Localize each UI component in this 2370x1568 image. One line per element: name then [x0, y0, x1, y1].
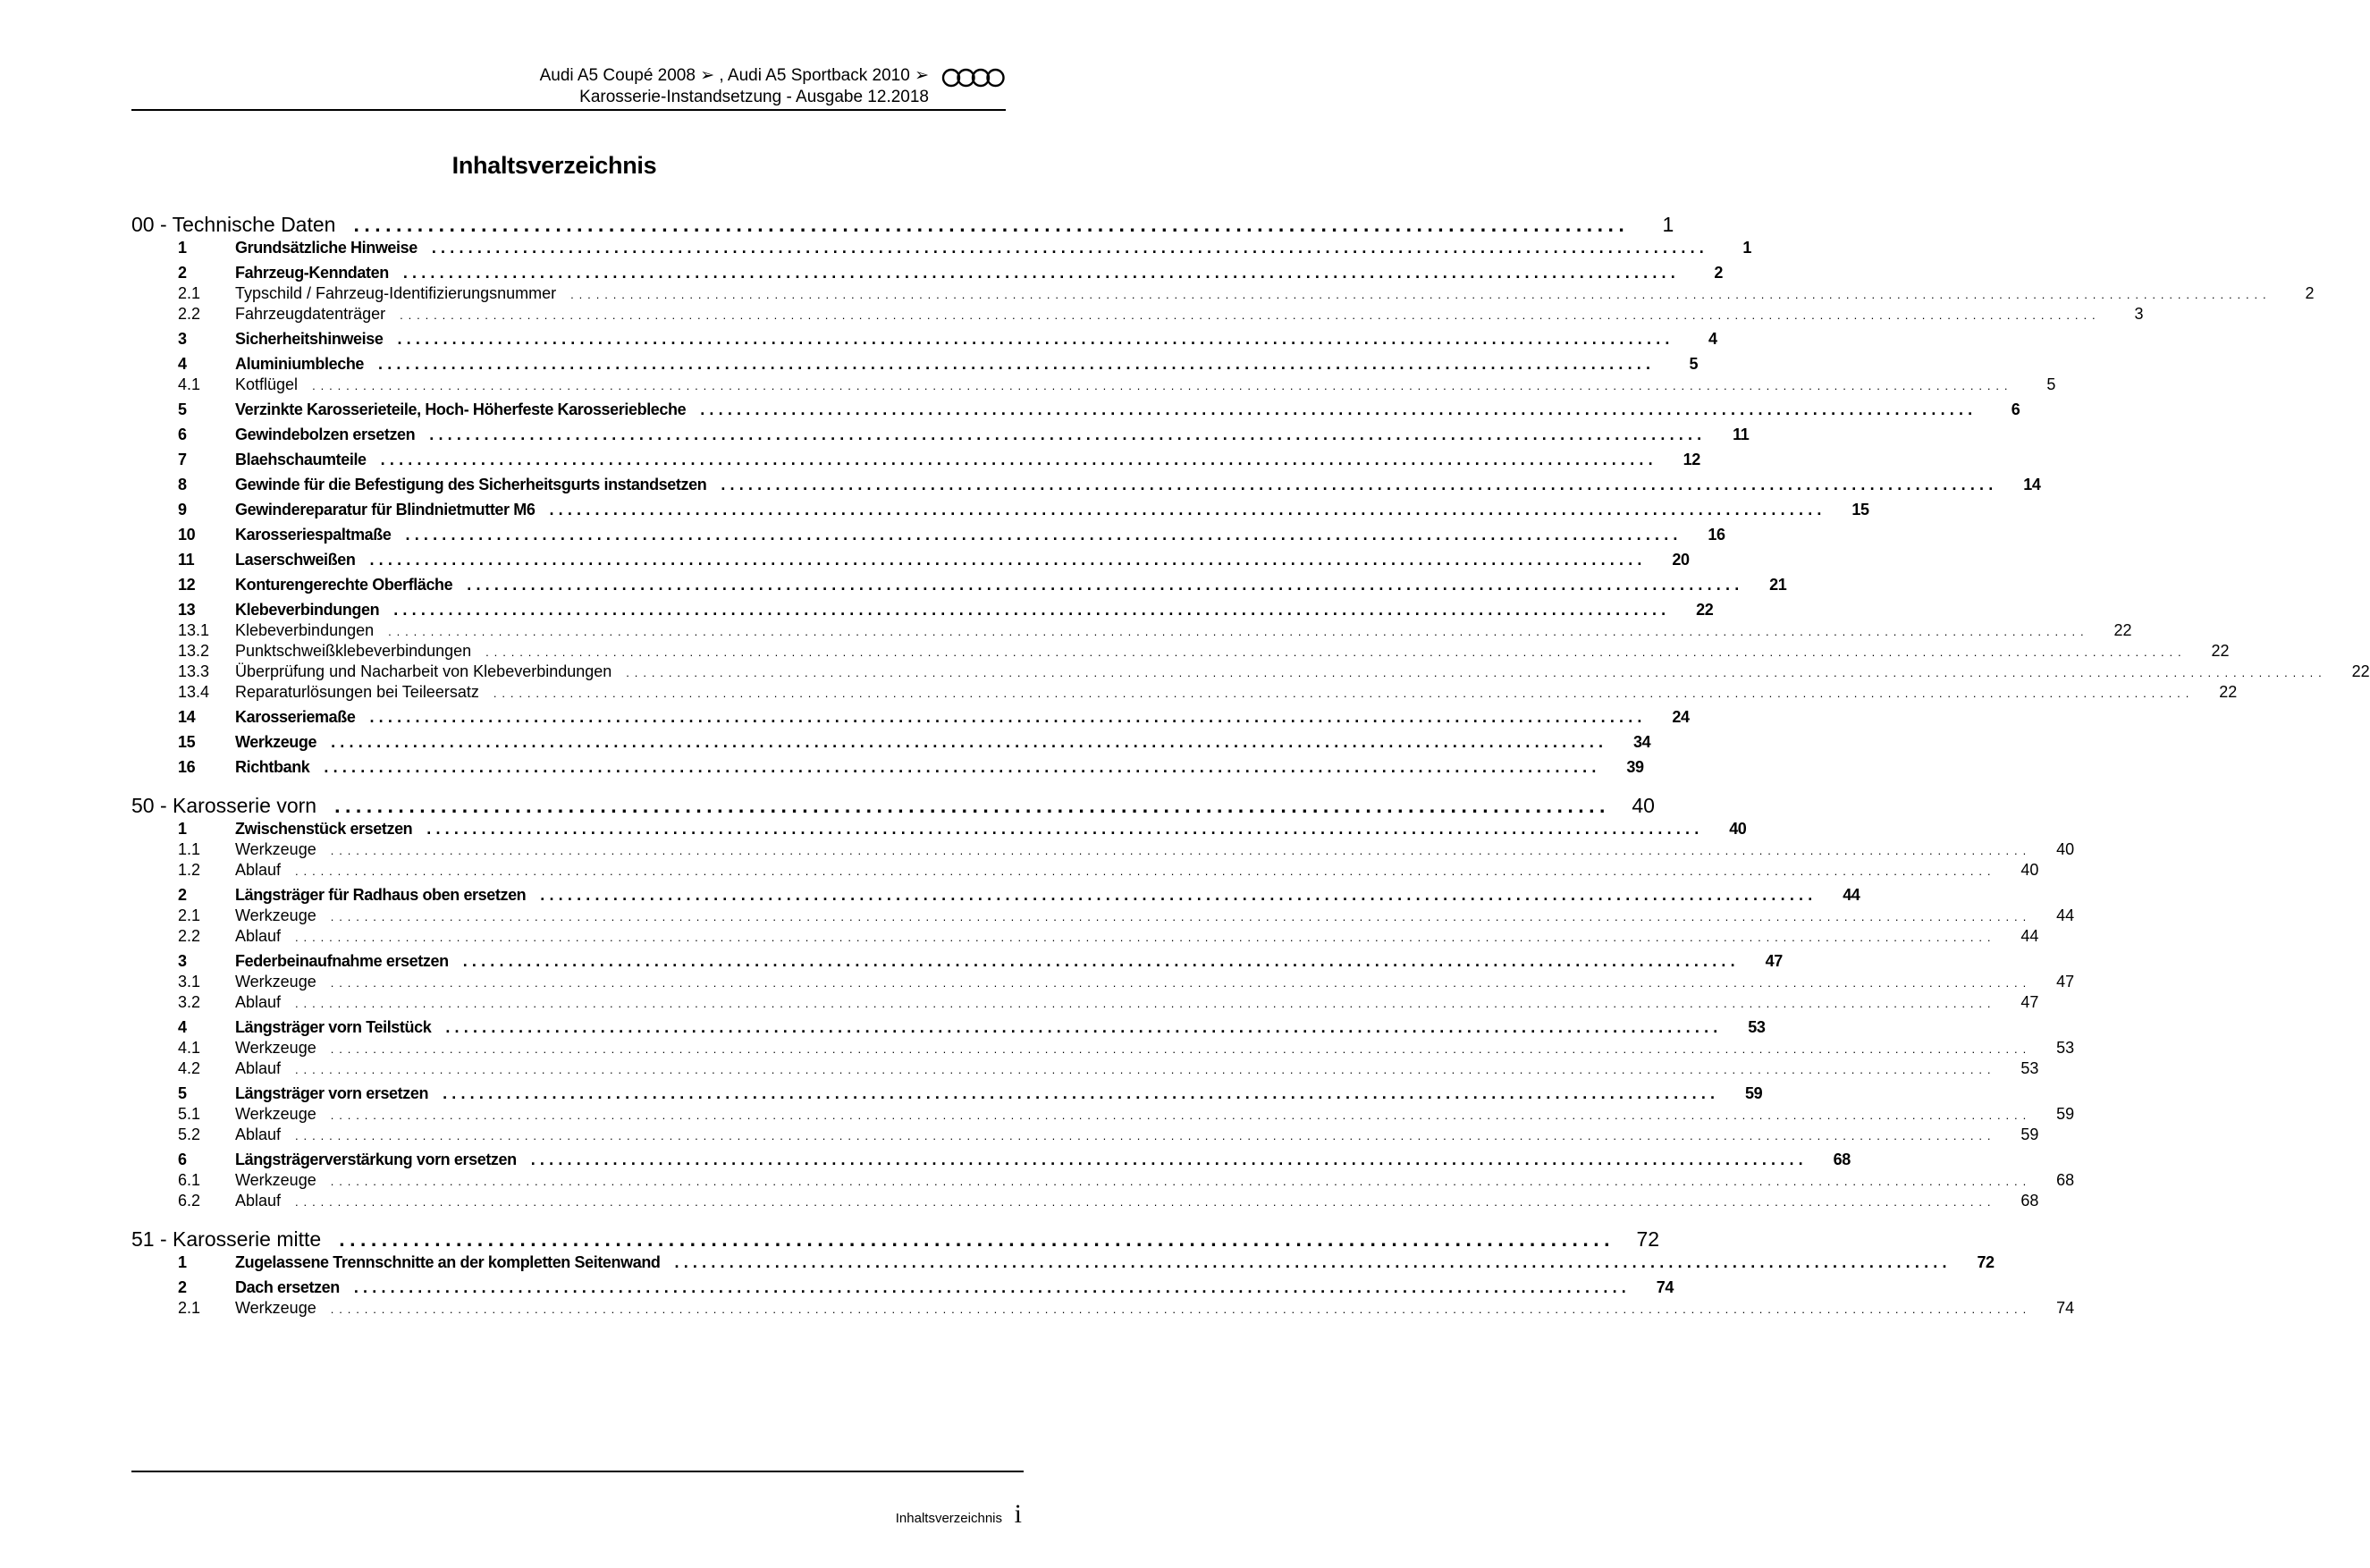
toc-entry-sub[interactable]: [131, 284, 2315, 303]
toc-entry-page: 53: [2020, 1059, 2039, 1077]
toc-entry-section[interactable]: [131, 551, 1690, 569]
toc-entry-number: 6.2: [178, 1192, 201, 1210]
toc-entry-title: Gewindereparatur für Blindnietmutter M6: [235, 501, 536, 518]
toc-entry-number: 5: [178, 1084, 187, 1102]
toc-entry-title: Werkzeuge: [235, 973, 316, 991]
toc-entry-sub[interactable]: [131, 840, 2075, 859]
toc-entry-page: 40: [2056, 840, 2075, 858]
toc-entry-title: Konturengerechte Oberfläche: [235, 576, 453, 594]
toc-entry-sub[interactable]: [131, 642, 2230, 661]
toc-dot-leader: ........................................................................................................................................................................................................: [485, 645, 2187, 659]
toc-entry-section[interactable]: [131, 708, 1690, 727]
toc-entry-title: Gewindebolzen ersetzen: [235, 426, 416, 443]
toc-entry-page: 6: [2011, 400, 2020, 418]
toc-entry-section[interactable]: [131, 1278, 1674, 1297]
toc-entry-title: Werkzeuge: [235, 906, 316, 924]
toc-entry-sub[interactable]: [131, 1299, 2075, 1318]
toc-dot-leader: ........................................................................................................................: [353, 213, 1630, 236]
toc-dot-leader: ............................................................................................................................................: [331, 733, 1608, 751]
toc-entry-section[interactable]: [131, 355, 1699, 374]
toc-dot-leader: ............................................................................................................................................: [443, 1084, 1720, 1102]
toc-dot-leader: ........................................................................................................................: [334, 794, 1610, 817]
toc-dot-leader: ........................................................................................................................................................................................................: [330, 1175, 2032, 1188]
toc-dot-leader: ........................................................................................................................................................................................................: [295, 1195, 1996, 1209]
toc-entry-section[interactable]: [131, 239, 1751, 257]
toc-entry-title: Karosseriemaße: [235, 708, 356, 726]
toc-entry-sub[interactable]: [131, 1192, 2039, 1210]
toc-entry-page: 16: [1708, 526, 1725, 544]
toc-entry-page: 40: [1632, 794, 1655, 817]
toc-entry-page: 34: [1633, 733, 1651, 751]
toc-entry-number: 5.2: [178, 1125, 201, 1143]
toc-dot-leader: ............................................................................................................................................: [426, 820, 1704, 838]
page-header: [131, 63, 1006, 111]
toc-entry-number: 2.2: [178, 305, 201, 323]
toc-entry-title: Fahrzeug-Kenndaten: [235, 264, 389, 282]
toc-entry-sub[interactable]: [131, 1105, 2075, 1124]
toc-entry-title: Karosseriespaltmaße: [235, 526, 392, 544]
footer-page-number: i: [1014, 1499, 1022, 1529]
toc-entry-title: Kotflügel: [235, 375, 299, 393]
toc-dot-leader: ........................................................................................................................................................................................................: [388, 625, 2089, 638]
toc-entry-title: Laserschweißen: [235, 551, 356, 569]
toc-dot-leader: ............................................................................................................................................: [540, 886, 1818, 904]
toc-entry-title: Ablauf: [235, 1192, 282, 1210]
toc-dot-leader: ............................................................................................................................................: [431, 239, 1708, 257]
page-title: Inhaltsverzeichnis: [451, 152, 657, 179]
toc-entry-page: 53: [2056, 1039, 2075, 1057]
toc-entry-number: 1.1: [178, 840, 201, 858]
toc-entry-title: Grundsätzliche Hinweise: [235, 239, 417, 257]
toc-entry-title: Längsträger vorn ersetzen: [235, 1084, 429, 1102]
toc-entry-title: Klebeverbindungen: [235, 621, 375, 639]
toc-dot-leader: ........................................................................................................................................................................................................: [400, 308, 2101, 322]
toc-dot-leader: ............................................................................................................................................: [405, 526, 1683, 544]
toc-dot-leader: ............................................................................................................................................: [393, 601, 1671, 619]
toc-entry-title: Gewinde für die Befestigung des Sicherheitsgurts instandsetzen: [235, 476, 707, 493]
toc-entry-title: Werkzeuge: [235, 1171, 316, 1189]
toc-dot-leader: ........................................................................................................................................................................................................: [330, 910, 2032, 923]
toc-entry-page: 22: [2113, 621, 2132, 639]
toc-entry-sub[interactable]: [131, 375, 2056, 394]
toc-entry-page: 72: [1977, 1253, 1995, 1271]
toc-dot-leader: ........................................................................................................................................................................................................: [295, 931, 1996, 944]
toc-entry-title: 51 - Karosserie mitte: [131, 1227, 322, 1251]
toc-entry-number: 11: [178, 551, 195, 569]
toc-entry-title: Werkzeuge: [235, 840, 316, 858]
toc-dot-leader: ............................................................................................................................................: [378, 355, 1656, 373]
toc-entry-number: 4: [178, 1018, 187, 1036]
toc-entry-page: 2: [2305, 284, 2315, 302]
toc-entry-title: Blaehschaumteile: [235, 451, 367, 468]
toc-entry-number: 1.2: [178, 861, 201, 879]
toc-entry-page: 40: [1729, 820, 1747, 838]
toc-entry-number: 5: [178, 400, 187, 418]
toc-entry-number: 16: [178, 758, 196, 776]
toc-entry-page: 14: [2023, 476, 2041, 493]
toc-entry-title: Sicherheitshinweise: [235, 330, 384, 348]
toc-dot-leader: ............................................................................................................................................: [429, 426, 1707, 443]
toc-entry-number: 3.2: [178, 993, 201, 1011]
header-manual-edition: Karosserie-Instandsetzung - Ausgabe 12.2018: [579, 88, 929, 106]
toc-entry-page: 15: [1851, 501, 1869, 518]
toc-entry-page: 22: [1696, 601, 1714, 619]
toc-dot-leader: ........................................................................................................................................................................................................: [626, 666, 2327, 679]
toc-entry-title: Verzinkte Karosserieteile, Hoch- Höherfeste Karosseriebleche: [235, 400, 687, 418]
toc-entry-page: 22: [2219, 683, 2238, 701]
toc-entry-chapter[interactable]: [131, 213, 1674, 237]
toc-entry-number: 2: [178, 264, 187, 282]
toc-entry-page: 53: [1748, 1018, 1766, 1036]
toc-entry-section[interactable]: [131, 426, 1750, 444]
toc-entry-title: Aluminiumbleche: [235, 355, 365, 373]
toc-entry-page: 59: [1744, 1084, 1763, 1102]
toc-entry-number: 13.2: [178, 642, 210, 660]
toc-entry-page: 1: [1662, 213, 1674, 236]
toc-entry-number: 7: [178, 451, 187, 468]
toc-entry-title: Punktschweißklebeverbindungen: [235, 642, 472, 660]
toc-entry-number: 4.1: [178, 1039, 201, 1057]
toc-entry-sub[interactable]: [131, 683, 2238, 702]
toc-entry-number: 3: [178, 952, 187, 970]
toc-dot-leader: ............................................................................................................................................: [549, 501, 1826, 518]
toc-entry-sub[interactable]: [131, 1039, 2075, 1058]
header-vehicle-models: Audi A5 Coupé 2008 ➢ , Audi A5 Sportback 2010 ➢: [539, 66, 929, 85]
toc-entry-sub[interactable]: [131, 906, 2075, 925]
toc-entry-page: 47: [1765, 952, 1783, 970]
toc-dot-leader: ............................................................................................................................................: [700, 400, 1978, 418]
toc-entry-title: Ablauf: [235, 1125, 282, 1143]
toc-dot-leader: ........................................................................................................................................................................................................: [330, 1302, 2032, 1316]
toc-dot-leader: ............................................................................................................................................: [402, 264, 1680, 282]
toc-entry-section[interactable]: [131, 264, 1723, 282]
toc-entry-title: Richtbank: [235, 758, 310, 776]
toc-entry-sub[interactable]: [131, 621, 2132, 640]
toc-entry-title: Ablauf: [235, 861, 282, 879]
toc-entry-section[interactable]: [131, 526, 1725, 544]
toc-entry-page: 68: [2056, 1171, 2075, 1189]
toc-dot-leader: ........................................................................................................................................................................................................: [295, 864, 1996, 878]
toc-entry-title: Fahrzeugdatenträger: [235, 305, 386, 323]
toc-entry-sub[interactable]: [131, 1125, 2039, 1144]
toc-entry-section[interactable]: [131, 501, 1869, 519]
toc-dot-leader: ............................................................................................................................................: [530, 1151, 1808, 1168]
toc-entry-page: 59: [2056, 1105, 2075, 1123]
toc-dot-leader: ........................................................................................................................................................................................................: [330, 844, 2032, 857]
toc-entry-number: 5.1: [178, 1105, 201, 1123]
toc-entry-page: 44: [1843, 886, 1860, 904]
toc-entry-section[interactable]: [131, 820, 1747, 839]
toc-entry-number: 8: [178, 476, 187, 493]
toc-entry-sub[interactable]: [131, 1171, 2075, 1190]
toc-entry-title: Längsträger für Radhaus oben ersetzen: [235, 886, 527, 904]
toc-entry-section[interactable]: [131, 451, 1700, 469]
toc-entry-section[interactable]: [131, 400, 2020, 419]
toc-dot-leader: ........................................................................................................................................................................................................: [330, 1042, 2032, 1056]
toc-entry-title: Werkzeuge: [235, 733, 317, 751]
toc-entry-page: 2: [1714, 264, 1723, 282]
toc-entry-page: 21: [1769, 576, 1787, 594]
toc-entry-number: 3.1: [178, 973, 201, 991]
toc-entry-page: 11: [1733, 426, 1750, 443]
toc-entry-number: 13.4: [178, 683, 210, 701]
toc-entry-page: 74: [2056, 1299, 2075, 1317]
toc-entry-number: 4.2: [178, 1059, 201, 1077]
toc-entry-section[interactable]: [131, 330, 1717, 349]
toc-entry-page: 47: [2056, 973, 2075, 991]
toc-dot-leader: ........................................................................................................................................................................................................: [330, 1109, 2032, 1122]
toc-entry-number: 6.1: [178, 1171, 201, 1189]
toc-entry-title: Werkzeuge: [235, 1299, 316, 1317]
toc-dot-leader: ............................................................................................................................................: [462, 952, 1740, 970]
toc-entry-number: 9: [178, 501, 187, 518]
audi-rings-icon: [941, 68, 1006, 88]
toc-entry-page: 3: [2134, 305, 2144, 323]
toc-entry-title: Zugelassene Trennschnitte an der kompletten Seitenwand: [235, 1253, 661, 1271]
toc-entry-sub[interactable]: [131, 973, 2075, 991]
toc-dot-leader: ............................................................................................................................................: [369, 551, 1647, 569]
footer-label: Inhaltsverzeichnis: [895, 1511, 1002, 1526]
toc-entry-page: 59: [2020, 1125, 2039, 1143]
toc-entry-title: Typschild / Fahrzeug-Identifizierungsnummer: [235, 284, 557, 302]
toc-entry-page: 68: [1833, 1151, 1851, 1168]
toc-entry-page: 1: [1742, 239, 1751, 257]
toc-entry-page: 20: [1672, 551, 1690, 569]
toc-dot-leader: ........................................................................................................................................................................................................: [493, 687, 2195, 700]
toc-entry-number: 2.1: [178, 284, 201, 302]
toc-entry-sub[interactable]: [131, 305, 2144, 324]
toc-entry-number: 4: [178, 355, 187, 373]
toc-dot-leader: ........................................................................................................................: [339, 1227, 1615, 1251]
toc-entry-number: 2.2: [178, 927, 201, 945]
toc-entry-page: 68: [2020, 1192, 2039, 1210]
toc-dot-leader: ........................................................................................................................................................................................................: [330, 976, 2032, 990]
toc-entry-number: 1: [178, 239, 187, 257]
toc-entry-page: 22: [2351, 662, 2370, 680]
toc-entry-page: 44: [2056, 906, 2075, 924]
toc-entry-section[interactable]: [131, 1253, 1995, 1272]
toc-entry-number: 13.3: [178, 662, 210, 680]
toc-dot-leader: ............................................................................................................................................: [674, 1253, 1952, 1271]
toc-entry-number: 13.1: [178, 621, 210, 639]
toc-entry-page: 72: [1636, 1227, 1660, 1251]
toc-entry-number: 2.1: [178, 906, 201, 924]
toc-entry-title: Dach ersetzen: [235, 1278, 340, 1296]
toc-entry-sub[interactable]: [131, 993, 2039, 1012]
toc-entry-number: 14: [178, 708, 196, 726]
toc-entry-page: 22: [2211, 642, 2230, 660]
toc-entry-number: 2: [178, 886, 187, 904]
toc-entry-number: 13: [178, 601, 196, 619]
toc-dot-leader: ........................................................................................................................................................................................................: [295, 1129, 1996, 1142]
toc-entry-number: 2: [178, 1278, 187, 1296]
toc-dot-leader: ........................................................................................................................................................................................................: [570, 288, 2272, 301]
toc-entry-page: 40: [2020, 861, 2039, 879]
toc-entry-page: 47: [2020, 993, 2039, 1011]
toc-entry-section[interactable]: [131, 886, 1860, 905]
toc-entry-title: Ablauf: [235, 927, 282, 945]
toc-entry-number: 15: [178, 733, 196, 751]
toc-entry-title: Reparaturlösungen bei Teileersatz: [235, 683, 479, 701]
toc-entry-title: Ablauf: [235, 993, 282, 1011]
toc-entry-number: 1: [178, 1253, 187, 1271]
toc-dot-leader: ............................................................................................................................................: [467, 576, 1744, 594]
toc-dot-leader: ............................................................................................................................................: [353, 1278, 1631, 1296]
toc-entry-sub[interactable]: [131, 662, 2370, 681]
page-footer: [131, 1471, 1024, 1529]
toc-entry-section[interactable]: [131, 476, 2041, 494]
toc-dot-leader: ........................................................................................................................................................................................................: [295, 997, 1996, 1010]
toc-dot-leader: ............................................................................................................................................: [397, 330, 1674, 348]
toc-entry-title: Längsträger vorn Teilstück: [235, 1018, 432, 1036]
toc-dot-leader: ............................................................................................................................................: [721, 476, 1998, 493]
toc-entry-section[interactable]: [131, 1151, 1851, 1169]
toc-entry-page: 5: [1689, 355, 1699, 373]
toc-dot-leader: ............................................................................................................................................: [380, 451, 1657, 468]
toc-entry-sub[interactable]: [131, 1059, 2039, 1078]
toc-entry-page: 44: [2020, 927, 2039, 945]
toc-entry-number: 4.1: [178, 375, 201, 393]
toc-entry-title: Zwischenstück ersetzen: [235, 820, 413, 838]
toc-entry-section[interactable]: [131, 952, 1783, 971]
toc-entry-title: Klebeverbindungen: [235, 601, 380, 619]
toc-entry-section[interactable]: [131, 733, 1651, 752]
toc-dot-leader: ............................................................................................................................................: [369, 708, 1647, 726]
toc-entry-sub[interactable]: [131, 927, 2039, 946]
toc-entry-section[interactable]: [131, 576, 1787, 594]
toc-entry-page: 4: [1708, 330, 1717, 348]
toc-entry-title: 00 - Technische Daten: [131, 213, 336, 236]
toc-entry-section[interactable]: [131, 758, 1644, 777]
toc-entry-page: 12: [1683, 451, 1700, 468]
toc-dot-leader: ............................................................................................................................................: [324, 758, 1601, 776]
toc-entry-number: 12: [178, 576, 196, 594]
toc-entry-page: 24: [1672, 708, 1690, 726]
toc-entry-section[interactable]: [131, 1084, 1763, 1103]
toc-dot-leader: ........................................................................................................................................................................................................: [312, 379, 2013, 392]
toc-entry-title: Längsträgerverstärkung vorn ersetzen: [235, 1151, 517, 1168]
toc-entry-page: 74: [1656, 1278, 1674, 1296]
toc-entry-chapter[interactable]: [131, 794, 1655, 818]
toc-entry-title: Werkzeuge: [235, 1039, 316, 1057]
toc-entry-title: Überprüfung und Nacharbeit von Klebeverbindungen: [235, 662, 612, 680]
toc-entry-number: 6: [178, 1151, 187, 1168]
toc-entry-number: 3: [178, 330, 187, 348]
toc-entry-number: 6: [178, 426, 187, 443]
toc-entry-number: 10: [178, 526, 196, 544]
toc-dot-leader: ........................................................................................................................................................................................................: [295, 1063, 1996, 1076]
toc-dot-leader: ............................................................................................................................................: [445, 1018, 1723, 1036]
toc-entry-chapter[interactable]: [131, 1227, 1660, 1252]
toc-entry-title: 50 - Karosserie vorn: [131, 794, 317, 817]
toc-entry-sub[interactable]: [131, 861, 2039, 880]
toc-entry-title: Ablauf: [235, 1059, 282, 1077]
toc-entry-number: 2.1: [178, 1299, 201, 1317]
toc-entry-title: Werkzeuge: [235, 1105, 316, 1123]
toc-entry-number: 1: [178, 820, 187, 838]
toc-entry-title: Federbeinaufnahme ersetzen: [235, 952, 449, 970]
toc-entry-page: 5: [2046, 375, 2056, 393]
toc-entry-section[interactable]: [131, 601, 1714, 620]
toc-entry-section[interactable]: [131, 1018, 1766, 1037]
toc-entry-page: 39: [1626, 758, 1644, 776]
